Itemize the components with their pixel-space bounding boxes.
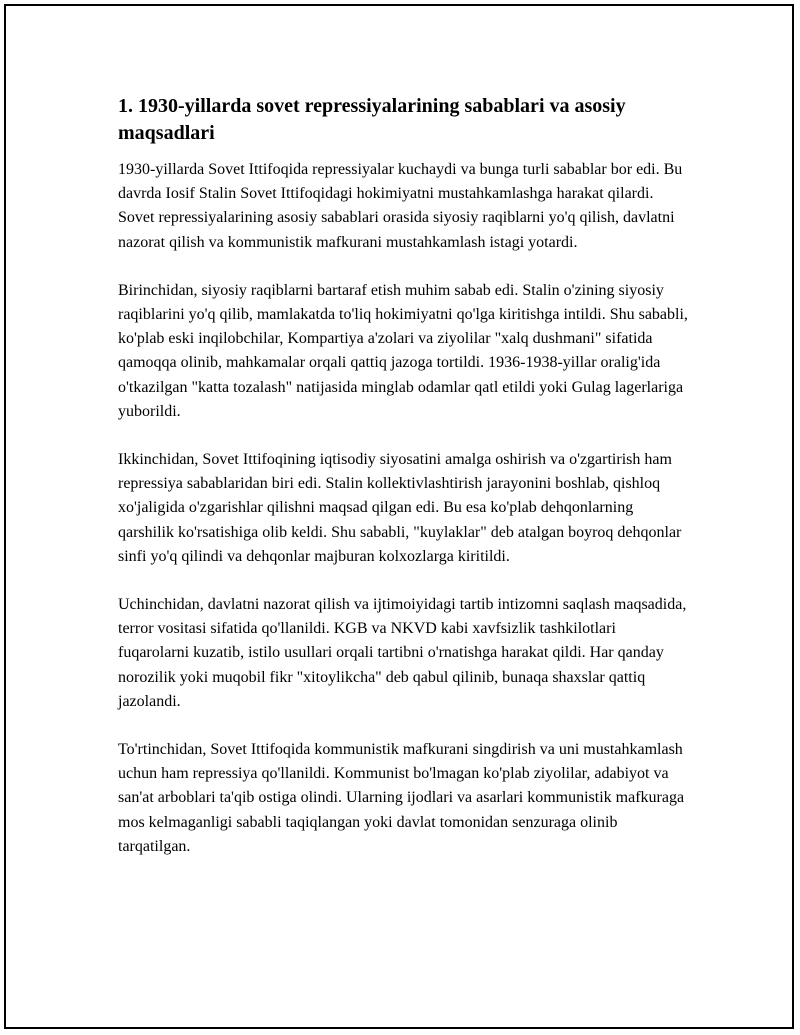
document-body — [118, 93, 690, 883]
paragraph-fourth-reason: To'rtinchidan, Sovet Ittifoqida kommunistik mafkurani singdirish va uni mustahkamlash uchun ham repressiya qo'llanildi. Kommunist bo'lmagan ko'plab ziyolilar, adabiyot va san'at arboblari ta'qib ostiga olindi. Ularning ijodlari va asarlari kommunistik mafkuraga mos kelmaganligi sababli taqiqlangan yoki davlat tomonidan senzuraga olinib tarqatilgan. — [118, 741, 685, 855]
section-heading: 1. 1930-yillarda sovet repressiyalarining sabablari va asosiy maqsadlari — [118, 95, 626, 144]
paragraph-first-reason: Birinchidan, siyosiy raqiblarni bartaraf etish muhim sabab edi. Stalin o'zining siyosiy raqiblarini yo'q qilib, mamlakatda to'liq hokimiyatni qo'lga kiritishga intildi. Shu sababli, ko'plab eski inqilobchilar, Kompartiya a'zolari va ziyolilar "xalq dushmani" sifatida qamoqqa olinib, mahkamalar orqali qattiq jazoga tortildi. 1936-1938-yillar oralig'ida o'tkazilgan "katta tozalash" natijasida minglab odamlar qatl etildi yoki Gulag lagerlariga yuborildi. — [118, 281, 688, 420]
paragraph-intro: 1930-yillarda Sovet Ittifoqida repressiyalar kuchaydi va bunga turli sabablar bor edi. Bu davrda Iosif Stalin Sovet Ittifoqidagi hokimiyatni mustahkamlashga harakat qilardi. Sovet repressiyalarining asosiy sabablari orasida siyosiy raqiblarni yo'q qilish, davlatni nazorat qilish va kommunistik mafkurani mustahkamlash istagi yotardi. — [118, 161, 683, 251]
paragraph-third-reason: Uchinchidan, davlatni nazorat qilish va ijtimoiyidagi tartib intizomni saqlash maqsadida, terror vositasi sifatida qo'llanildi. KGB va NKVD kabi xavfsizlik tashkilotlari fuqarolarni kuzatib, istilo usullari orqali tartibni o'rnatishga harakat qildi. Har qanday norozilik yoki muqobil fikr "xitoylikcha" deb qabul qilinib, bunaqa shaxslar qattiq jazolandi. — [118, 596, 687, 710]
paragraph-second-reason: Ikkinchidan, Sovet Ittifoqining iqtisodiy siyosatini amalga oshirish va o'zgartirish ham repressiya sabablaridan biri edi. Stalin kollektivlashtirish jarayonini boshlab, qishloq xo'jaligida o'zgarishlar qilishni maqsad qilgan edi. Bu esa ko'plab dehqonlarning qarshilik ko'rsatishiga olib keldi. Shu sababli, "kuylaklar" deb atalgan boyroq dehqonlar sinfi yo'q qilindi va dehqonlar majburan kolxozlarga kiritildi. — [118, 451, 682, 565]
